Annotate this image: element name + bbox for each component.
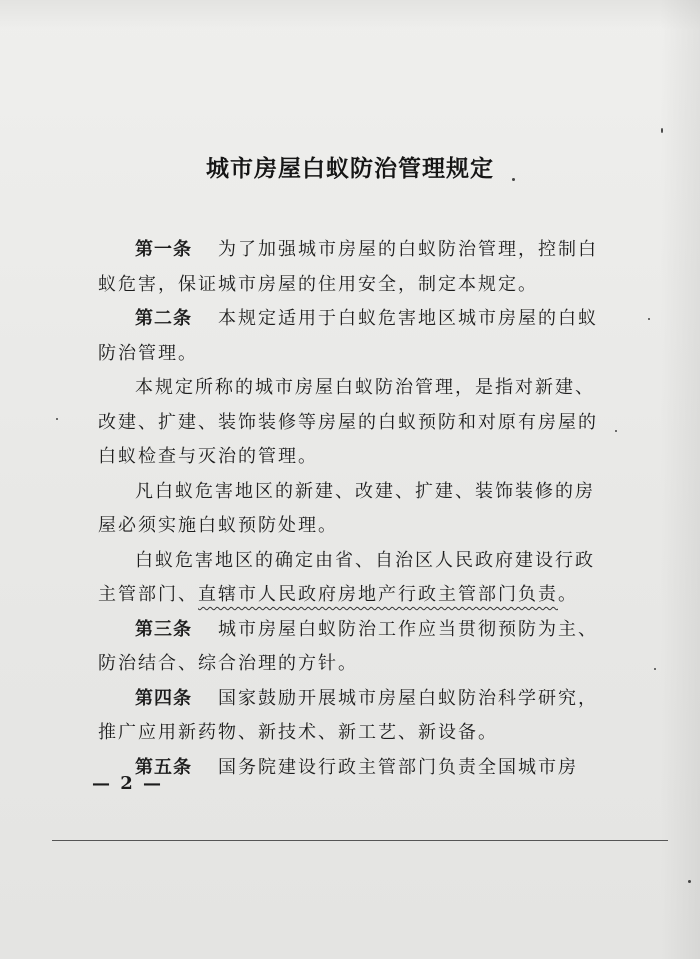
article-2-clause-definition	[98, 371, 603, 475]
article-2-clause-definition-text: 本规定所称的城市房屋白蚁防治管理，是指对新建、改建、扩建、装饰装修等房屋的白蚁预防和对原有房屋的白蚁检查与灭治的管理。	[98, 377, 598, 467]
article-5-text: 国务院建设行政主管部门负责全国城市房	[218, 756, 578, 778]
article-4-text: 国家鼓励开展城市房屋白蚁防治科学研究，推广应用新药物、新技术、新工艺、新设备。	[98, 687, 598, 743]
scan-speck	[648, 318, 650, 320]
article-2-text: 本规定适用于白蚁危害地区城市房屋的白蚁防治管理。	[98, 308, 598, 364]
page-number: — 2 —	[92, 773, 164, 794]
scan-shadow-top	[0, 0, 700, 30]
article-3-text: 城市房屋白蚁防治工作应当贯彻预防为主、防治结合、综合治理的方针。	[98, 618, 598, 674]
article-3-label: 第三条	[135, 618, 192, 640]
article-1-paragraph	[98, 233, 603, 302]
article-5-label: 第五条	[135, 756, 192, 778]
authority-text-before: 白蚁危害地区的确定由省、自治区人民政府建设行政主管部门、	[98, 549, 595, 605]
article-3-paragraph	[98, 613, 603, 682]
article-5-paragraph	[98, 751, 603, 786]
scan-speck	[661, 128, 663, 133]
document-title: 城市房屋白蚁防治管理规定	[206, 156, 494, 182]
bottom-rule	[52, 840, 668, 841]
article-1-label: 第一条	[135, 239, 192, 260]
article-4-paragraph	[98, 682, 603, 751]
article-2-clause-requirement-text: 凡白蚁危害地区的新建、改建、扩建、装饰装修的房屋必须实施白蚁预防处理。	[98, 480, 595, 536]
article-2-label: 第二条	[135, 308, 192, 329]
article-2-paragraph	[98, 302, 603, 371]
article-2-clause-authority	[98, 544, 603, 613]
document-body	[98, 233, 603, 785]
scan-speck	[654, 668, 656, 670]
scan-speck	[512, 178, 515, 181]
scan-speck	[688, 880, 691, 883]
article-4-label: 第四条	[135, 687, 192, 709]
scan-shadow-right	[660, 0, 700, 959]
scan-speck	[56, 418, 58, 420]
scan-speck	[615, 430, 617, 432]
article-2-clause-requirement	[98, 475, 603, 544]
handwritten-wavy-underline-text: 直辖市人民政府房地产行政主管部门负责	[198, 584, 558, 605]
article-1-text: 为了加强城市房屋的白蚁防治管理，控制白蚁危害，保证城市房屋的住用安全，制定本规定。	[98, 239, 598, 295]
authority-text-after: 。	[558, 584, 578, 605]
